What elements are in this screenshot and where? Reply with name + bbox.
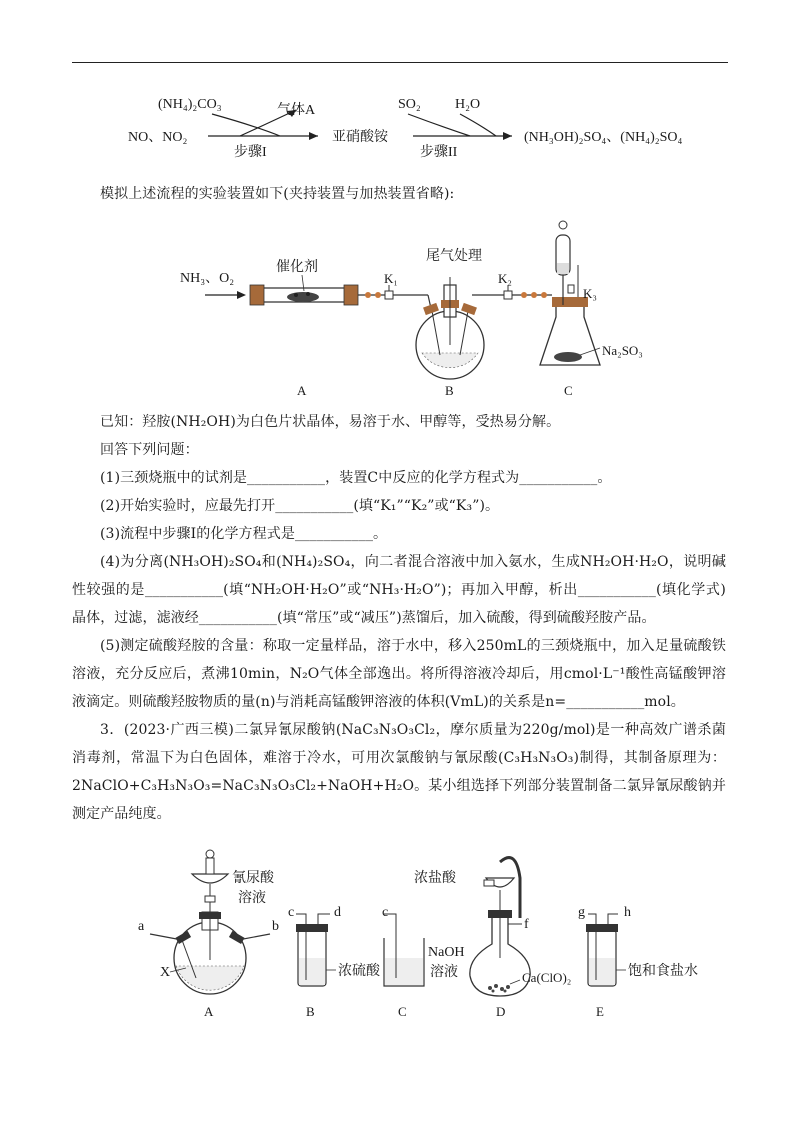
port-g: g — [578, 905, 585, 920]
label-e2: E — [596, 1004, 604, 1019]
port-a: a — [138, 919, 145, 934]
conc-h2so4-label: 浓硫酸 — [338, 964, 380, 979]
apparatus-2 — [0, 848, 800, 1018]
na2so3-label: Na₂SO₃ — [602, 343, 643, 358]
conc-hcl-label: 浓盐酸 — [414, 871, 456, 886]
label-d2: D — [496, 1004, 506, 1019]
h2o-label: H₂O — [455, 97, 481, 112]
known-text: 已知：羟胺(NH₂OH)为白色片状晶体，易溶于水、甲醇等，受热易分解。 — [100, 414, 561, 430]
intermediate-label: 亚硝酸铵 — [332, 130, 388, 145]
intro-text: 模拟上述流程的实验装置如下(夹持装置与加热装置省略): — [100, 186, 455, 202]
step2-label: 步骤II — [420, 145, 458, 160]
port-d: d — [334, 905, 341, 920]
apparatus-2-c — [384, 914, 424, 986]
start-no-no2: NO、NO₂ — [128, 130, 188, 145]
port-f: f — [524, 917, 529, 932]
so2-label: SO₂ — [398, 97, 421, 112]
gas-a-label: 气体A — [277, 103, 316, 118]
product-label: (NH₃OH)₂SO₄、(NH₄)₂SO₄ — [524, 130, 683, 145]
label-c: C — [564, 383, 573, 398]
caclo2-label: Ca(ClO)₂ — [522, 970, 572, 985]
apparatus-1 — [0, 205, 800, 398]
brine-label: 饱和食盐水 — [628, 964, 698, 979]
question-2: (2)开始实验时，应最先打开___________(填“K₁”“K₂”或“K₃”)。 — [100, 498, 500, 514]
k2-label: K₂ — [498, 271, 512, 286]
port-c2: c — [382, 905, 389, 920]
apparatus-2-b — [296, 914, 330, 986]
header-rule — [72, 62, 728, 63]
step1-label: 步骤I — [234, 145, 267, 160]
label-a2: A — [204, 1004, 214, 1019]
question-1: (1)三颈烧瓶中的试剂是___________，装置C中反应的化学方程式为___________。 — [100, 470, 612, 486]
flow-curve-in-3 — [460, 114, 496, 136]
x-label: X — [160, 965, 171, 980]
tail-gas-label: 尾气处理 — [426, 249, 482, 264]
cyanuric-label-1: 氰尿酸 — [232, 871, 274, 886]
k3-label: K₃ — [583, 286, 597, 301]
port-h: h — [624, 905, 631, 920]
flow-scheme — [0, 86, 800, 158]
k1-label: K₁ — [384, 271, 398, 286]
label-a: A — [297, 383, 307, 398]
cyanuric-label-2: 溶液 — [238, 891, 266, 906]
label-b2: B — [306, 1004, 315, 1019]
answer-intro: 回答下列问题： — [100, 442, 199, 458]
question-3: (3)流程中步骤I的化学方程式是___________。 — [100, 526, 388, 542]
flow-curve-in-2 — [408, 114, 470, 136]
label-b: B — [445, 383, 454, 398]
flask-b — [416, 277, 484, 379]
label-c2: C — [398, 1004, 407, 1019]
naoh-label-1: NaOH — [428, 945, 465, 960]
catalyst-label: 催化剂 — [276, 260, 318, 275]
reagent-ammonium-carbonate: (NH₄)₂CO₃ — [158, 97, 222, 112]
port-b: b — [272, 919, 279, 934]
apparatus-2-e — [586, 914, 618, 986]
port-c1: c — [288, 905, 295, 920]
question-4: (4)为分离(NH₃OH)₂SO₄和(NH₄)₂SO₄，向二者混合溶液中加入氨水，生成NH₂OH·H₂O，说明碱性较强的是___________(填“NH₂OH·H₂O”或“NH₃·H₂O”)；再加入甲醇，析出___________(填化学式)晶体，过滤，滤液经___________(填“常压”或“减压”)蒸馏后，加入硫酸，得到硫酸羟胺产品。 — [72, 554, 726, 626]
question-6: 3．(2023·广西三模)二氯异氰尿酸钠(NaC₃N₃O₃Cl₂，摩尔质量为220g/mol)是一种高效广谱杀菌消毒剂，常温下为白色固体，难溶于冷水，可用次氯酸钠与氰尿酸(C₃H₃N₃O₃)制得，其制备原理为：2NaClO+C₃H₃N₃O₃=NaC₃N₃O₃Cl₂+NaOH+H₂O。某小组选择下列部分装置制备二氯异氰尿酸钠并测定产品纯度。 — [72, 722, 726, 822]
question-5: (5)测定硫酸羟胺的含量：称取一定量样品，溶于水中，移入250mL的三颈烧瓶中，加入足量硫酸铁溶液，充分反应后，煮沸10min，N₂O气体全部逸出。将所得溶液冷却后，用cmol·L⁻¹酸性高锰酸钾溶液滴定。则硫酸羟胺物质的量(n)与消耗高锰酸钾溶液的体积(VmL)的关系是n=___________mol。 — [72, 638, 726, 710]
feed-label: NH₃、O₂ — [180, 271, 235, 286]
naoh-label-2: 溶液 — [430, 965, 458, 980]
